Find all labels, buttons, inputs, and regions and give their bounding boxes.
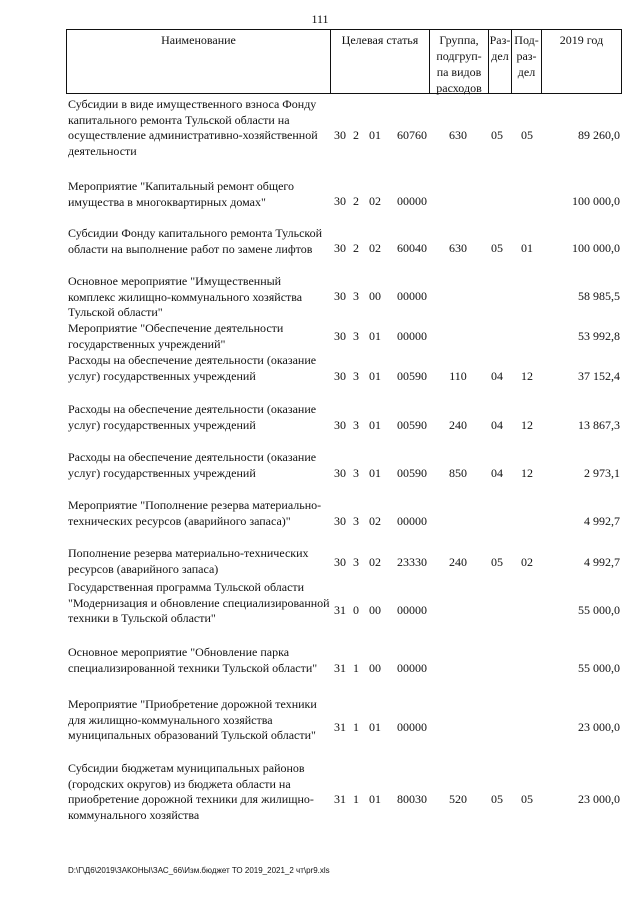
row-section: 04 xyxy=(491,418,503,432)
header-section-line1: Раз- xyxy=(489,33,511,47)
row-event: 01 xyxy=(369,329,381,343)
row-name: Основное мероприятие "Имущественный комплекс жилищно-коммунального хозяйства Тульской области" xyxy=(68,274,303,320)
row-amount: 4 992,7 xyxy=(584,555,620,569)
row-name: Расходы на обеспечение деятельности (оказание услуг) государственных учреждений xyxy=(68,353,317,383)
row-direction: 00000 xyxy=(397,194,427,208)
row-direction: 00000 xyxy=(397,603,427,617)
header-name-label: Наименование xyxy=(161,33,236,47)
row-section: 05 xyxy=(491,241,503,255)
row-name: Пополнение резерва материально-технических ресурсов (аварийного запаса) xyxy=(68,546,309,576)
row-subprogram: 3 xyxy=(353,369,359,383)
row-subprogram: 1 xyxy=(353,661,359,675)
header-name xyxy=(66,29,331,94)
row-group: 850 xyxy=(449,466,467,480)
row-subprogram: 3 xyxy=(353,289,359,303)
header-section-line2: дел xyxy=(491,49,509,63)
header-group-line1: Группа, xyxy=(439,33,479,47)
row-program: 30 xyxy=(334,194,346,208)
row-event: 02 xyxy=(369,194,381,208)
file-path-footer: D:\Г\Д6\2019\ЗАКОНЫ\ЗАС_66\Изм.бюджет ТО 2019_2021_2 чт\pr9.xls xyxy=(68,866,330,875)
row-amount: 53 992,8 xyxy=(578,329,620,343)
row-subsection: 12 xyxy=(521,466,533,480)
row-event: 00 xyxy=(369,603,381,617)
row-amount: 23 000,0 xyxy=(578,792,620,806)
header-group-line3: па видов xyxy=(436,65,482,79)
row-name: Субсидии Фонду капитального ремонта Тульской области на выполнение работ по замене лифтов xyxy=(68,226,323,256)
row-program: 31 xyxy=(334,720,346,734)
row-direction: 00590 xyxy=(397,418,427,432)
header-subsection-line3: дел xyxy=(517,65,536,79)
row-direction: 00000 xyxy=(397,661,427,675)
row-name: Расходы на обеспечение деятельности (оказание услуг) государственных учреждений xyxy=(68,450,317,480)
row-direction: 60760 xyxy=(397,128,427,142)
row-amount: 100 000,0 xyxy=(572,241,620,255)
row-direction: 00000 xyxy=(397,329,427,343)
row-group: 110 xyxy=(449,369,467,383)
row-subsection: 05 xyxy=(521,128,533,142)
row-program: 30 xyxy=(334,289,346,303)
row-amount: 2 973,1 xyxy=(584,466,620,480)
row-section: 05 xyxy=(491,792,503,806)
row-amount: 37 152,4 xyxy=(578,369,620,383)
header-group-line2: подгруп- xyxy=(436,49,482,63)
row-event: 01 xyxy=(369,792,381,806)
header-subsection-line2: раз- xyxy=(516,49,537,63)
row-program: 30 xyxy=(334,514,346,528)
row-name: Мероприятие "Приобретение дорожной техники для жилищно-коммунального хозяйства муниципальных образований Тульской области" xyxy=(68,697,317,743)
row-name: Мероприятие "Капитальный ремонт общего имущества в многоквартирных домах" xyxy=(68,179,295,209)
header-group xyxy=(429,29,489,94)
row-group: 240 xyxy=(449,555,467,569)
row-direction: 80030 xyxy=(397,792,427,806)
header-year xyxy=(541,29,622,94)
row-direction: 23330 xyxy=(397,555,427,569)
header-target xyxy=(330,29,430,94)
row-subsection: 12 xyxy=(521,369,533,383)
row-group: 630 xyxy=(449,128,467,142)
row-event: 00 xyxy=(369,661,381,675)
row-amount: 13 867,3 xyxy=(578,418,620,432)
row-group: 520 xyxy=(449,792,467,806)
row-amount: 89 260,0 xyxy=(578,128,620,142)
row-subsection: 12 xyxy=(521,418,533,432)
row-subprogram: 2 xyxy=(353,194,359,208)
row-program: 30 xyxy=(334,369,346,383)
row-direction: 00590 xyxy=(397,369,427,383)
row-amount: 55 000,0 xyxy=(578,603,620,617)
row-subprogram: 3 xyxy=(353,514,359,528)
row-subsection: 05 xyxy=(521,792,533,806)
row-direction: 00000 xyxy=(397,514,427,528)
row-name: Основное мероприятие "Обновление парка специализированной техники Тульской области" xyxy=(68,645,318,675)
row-name: Субсидии бюджетам муниципальных районов (городских округов) из бюджета области на приобретение дорожной техники для жилищно-коммунального хозяйства xyxy=(68,761,314,822)
row-program: 31 xyxy=(334,661,346,675)
row-group: 240 xyxy=(449,418,467,432)
row-section: 04 xyxy=(491,466,503,480)
row-program: 30 xyxy=(334,555,346,569)
row-event: 01 xyxy=(369,466,381,480)
row-program: 30 xyxy=(334,329,346,343)
header-target-label: Целевая статья xyxy=(341,33,419,47)
row-subprogram: 3 xyxy=(353,418,359,432)
row-program: 30 xyxy=(334,466,346,480)
row-event: 00 xyxy=(369,289,381,303)
row-subprogram: 3 xyxy=(353,555,359,569)
row-event: 01 xyxy=(369,418,381,432)
row-section: 05 xyxy=(491,128,503,142)
header-subsection-line1: Под- xyxy=(514,33,539,47)
header-section xyxy=(488,29,512,94)
row-amount: 23 000,0 xyxy=(578,720,620,734)
row-subprogram: 2 xyxy=(353,241,359,255)
row-event: 01 xyxy=(369,720,381,734)
row-subprogram: 3 xyxy=(353,329,359,343)
row-event: 01 xyxy=(369,369,381,383)
row-name: Мероприятие "Обеспечение деятельности государственных учреждений" xyxy=(68,321,284,351)
row-event: 01 xyxy=(369,128,381,142)
row-section: 04 xyxy=(491,369,503,383)
row-subprogram: 3 xyxy=(353,466,359,480)
row-direction: 00000 xyxy=(397,720,427,734)
row-amount: 55 000,0 xyxy=(578,661,620,675)
row-subprogram: 1 xyxy=(353,792,359,806)
row-program: 31 xyxy=(334,792,346,806)
row-subsection: 01 xyxy=(521,241,533,255)
row-name: Государственная программа Тульской области "Модернизация и обновление специализированной техники в Тульской области" xyxy=(68,580,330,626)
row-subprogram: 0 xyxy=(353,603,359,617)
row-amount: 100 000,0 xyxy=(572,194,620,208)
row-name: Мероприятие "Пополнение резерва материально-технических ресурсов (аварийного запаса)" xyxy=(68,498,322,528)
row-direction: 00000 xyxy=(397,289,427,303)
row-event: 02 xyxy=(369,241,381,255)
row-program: 30 xyxy=(334,418,346,432)
row-section: 05 xyxy=(491,555,503,569)
row-direction: 00590 xyxy=(397,466,427,480)
header-subsection xyxy=(511,29,542,94)
row-group: 630 xyxy=(449,241,467,255)
row-subprogram: 2 xyxy=(353,128,359,142)
row-event: 02 xyxy=(369,514,381,528)
page-number: 111 xyxy=(311,12,329,26)
row-name: Субсидии в виде имущественного взноса Фонду капитального ремонта Тульской области на осуществление административно-хозяйственной деятельности xyxy=(68,97,318,158)
row-event: 02 xyxy=(369,555,381,569)
row-program: 30 xyxy=(334,241,346,255)
row-name: Расходы на обеспечение деятельности (оказание услуг) государственных учреждений xyxy=(68,402,317,432)
row-subsection: 02 xyxy=(521,555,533,569)
header-group-line4: расходов xyxy=(436,81,482,95)
row-amount: 4 992,7 xyxy=(584,514,620,528)
row-amount: 58 985,5 xyxy=(578,289,620,303)
row-subprogram: 1 xyxy=(353,720,359,734)
row-program: 30 xyxy=(334,128,346,142)
row-program: 31 xyxy=(334,603,346,617)
header-year-label: 2019 год xyxy=(559,33,604,47)
row-direction: 60040 xyxy=(397,241,427,255)
